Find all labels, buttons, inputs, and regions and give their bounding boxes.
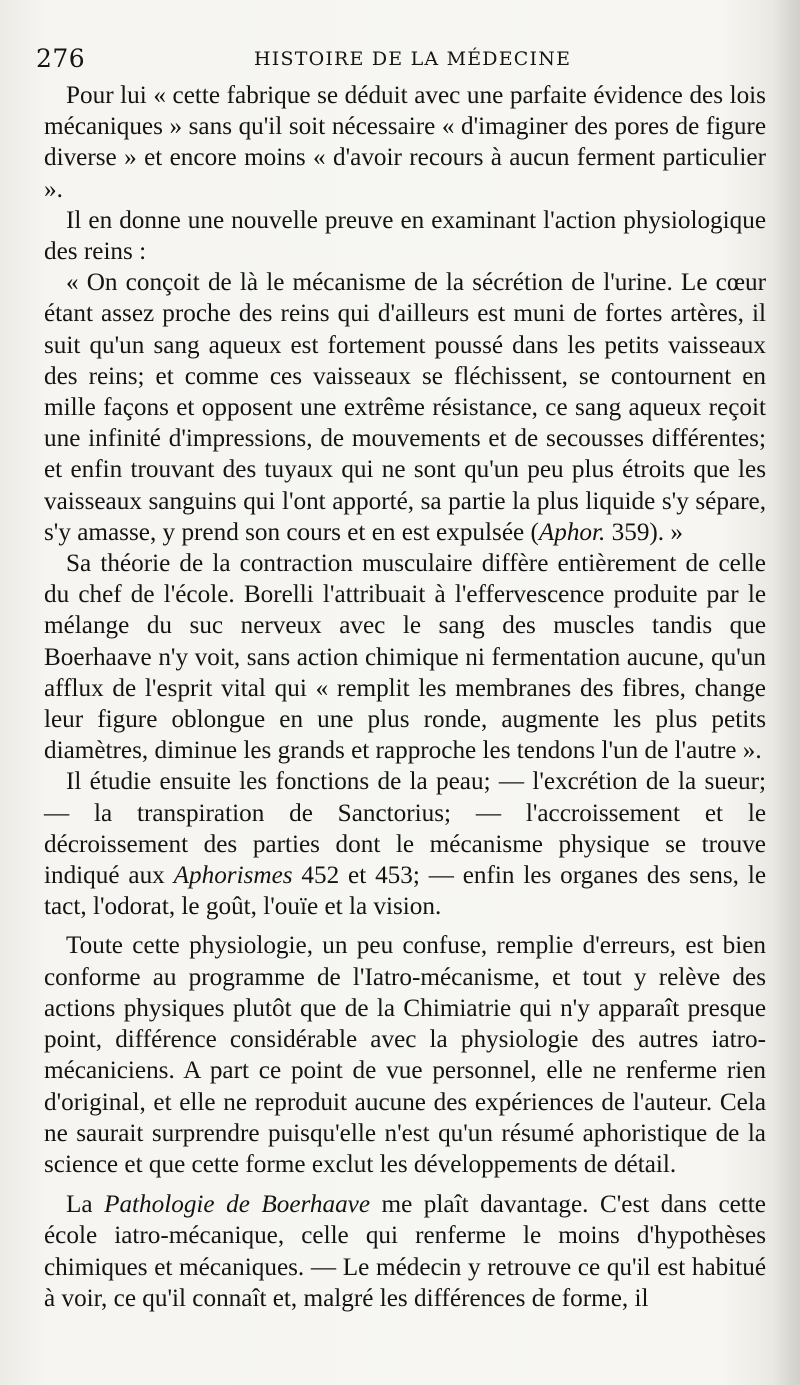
paragraph-contraction: Sa théorie de la contraction musculaire diffère entièrement de celle du chef de l'école. Borelli l'attribuait à l'effervescence produite par le mélange du suc nerveux avec le sang des muscles tandis que Boerhaave n'y voit, sans action chimique ni fermentation aucune, qu'un afflux de l'esprit vital qui « remplit les membranes des fibres, change leur figure oblongue en une plus ronde, augmente les plus petits diamètres, diminue les grands et rapproche les tendons l'un de l'autre ». (44, 550, 766, 765)
paragraph-physiologie: Toute cette physiologie, un peu confuse, remplie d'erreurs, est bien conforme au programme de l'Iatro-mécanisme, et tout y relève des actions physiques plutôt que de la Chimiatrie qui n'y apparaît presque point, différence considérable avec la physiologie des autres iatro-mécaniciens. A part ce point de vue personnel, elle ne renferme rien d'original, et elle ne reproduit aucune des expériences de l'auteur. Cela ne saurait surprendre puisqu'elle n'est qu'un résumé aphoristique de la science et que cette forme exclut les développements de détail. (44, 932, 766, 1178)
aphor-reference: Aphor. (538, 518, 606, 546)
paragraph-peau: Il étudie ensuite les fonctions de la peau; — l'excrétion de la sueur; — la transpiration de Sanctorius; — l'accroissement et le décroissement des parties dont le mécanisme physique se trouve indiqué aux Aphorismes 452 et 453; — enfin les organes des sens, le tact, l'odorat, le goût, l'ouïe et la vision. (44, 768, 766, 921)
pathologie-title: Pathologie de Boerhaave (104, 1191, 371, 1219)
page-header (36, 38, 736, 78)
page-gutter-shadow (772, 0, 800, 1385)
paragraph-pathologie: La Pathologie de Boerhaave me plaît davantage. C'est dans cette école iatro-mécanique, celle qui renferme le moins d'hypothèses chimiques et mécaniques. — Le médecin y retrouve ce qu'il est habitué à voir, ce qu'il connaît et, malgré les différences de forme, il (44, 1191, 766, 1312)
body-text (44, 80, 766, 1314)
aphorismes-reference: Aphorismes (173, 862, 293, 890)
paragraph-urine-quote: « On conçoit de là le mécanisme de la sécrétion de l'urine. Le cœur étant assez proche des reins qui d'ailleurs est muni de fortes artères, il suit qu'un sang aqueux est fortement poussé dans les petits vaisseaux des reins; et comme ces vaisseaux se fléchissent, se contournent en mille façons et opposent une extrême résistance, ce sang aqueux reçoit une infinité d'impressions, de mouvements et de secousses différentes; et enfin trouvant des tuyaux qui ne sont qu'un peu plus étroits que les vaisseaux sanguins qui l'ont apporté, sa partie la plus liquide s'y sépare, s'y amasse, y prend son cours et en est expulsée (Aphor. 359). » (44, 269, 766, 546)
paragraph-fabrique: Pour lui « cette fabrique se déduit avec une parfaite évidence des lois mécaniques » sans qu'il soit nécessaire « d'imaginer des pores de figure diverse » et encore moins « d'avoir recours à aucun ferment particulier ». (44, 82, 766, 203)
page-number: 276 (36, 44, 86, 73)
running-title: HISTOIRE DE LA MÉDECINE (254, 48, 572, 70)
paragraph-reins-intro: Il en donne une nouvelle preuve en examinant l'action physiologique des reins : (44, 206, 766, 266)
